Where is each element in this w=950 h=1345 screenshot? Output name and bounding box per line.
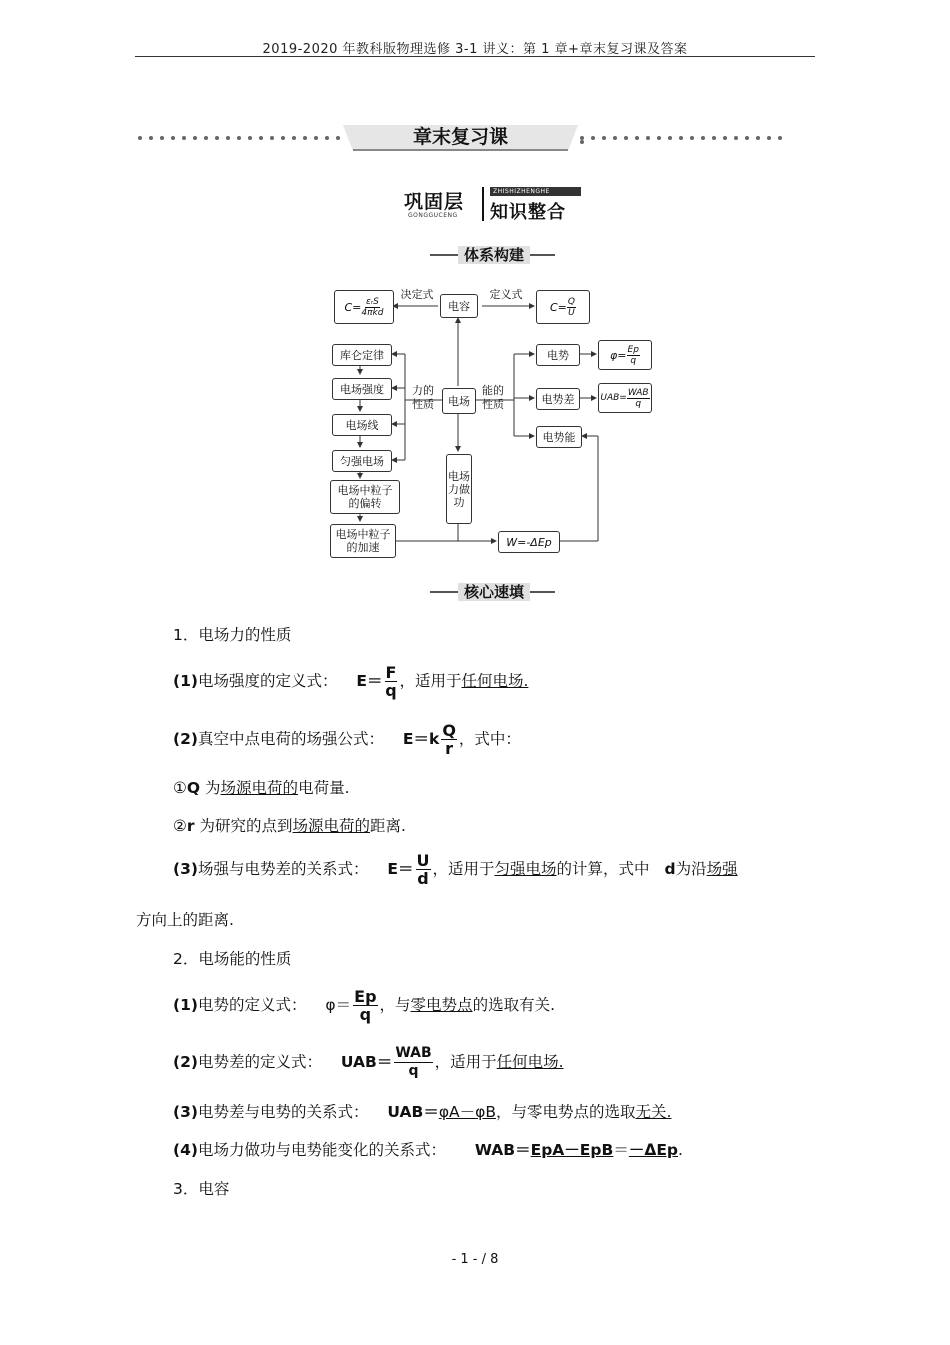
item-number: (3) bbox=[173, 860, 198, 878]
fraction-numerator: WAB bbox=[627, 387, 649, 398]
section-tag-core bbox=[430, 583, 555, 601]
capacitance-definition-formula bbox=[536, 290, 590, 324]
formula-fraction bbox=[385, 664, 398, 699]
layer-right-label: 知识整合 bbox=[490, 202, 566, 223]
node-potential-difference: 电势差 bbox=[536, 388, 580, 410]
formula-lhs: UAB＝ bbox=[387, 1103, 439, 1121]
layer-left-pinyin: GONGGUCENG bbox=[408, 212, 458, 219]
label-energy-nature: 能的性质 bbox=[482, 384, 504, 411]
fraction-numerator: F bbox=[385, 663, 397, 682]
node-potential: 电势 bbox=[536, 344, 580, 366]
formula-fraction bbox=[441, 722, 457, 757]
fill-answer: 任何电场. bbox=[496, 1053, 564, 1071]
fill-answer: 无关. bbox=[635, 1103, 672, 1121]
node-uniform-field: 匀强电场 bbox=[332, 450, 392, 472]
item-text: ，式中： bbox=[458, 730, 521, 748]
item-number: (1) bbox=[173, 996, 198, 1014]
item-text: ，适用于 bbox=[434, 1053, 497, 1071]
chapter-banner bbox=[138, 125, 798, 151]
node-particle-acceleration: 电场中粒子的加速 bbox=[330, 524, 396, 558]
item-text: 为沿 bbox=[675, 860, 707, 878]
item-1-3-continued: 方向上的距离. bbox=[136, 911, 234, 929]
formula-fraction bbox=[361, 297, 383, 318]
item-text: 真空中点电荷的场强公式： bbox=[197, 730, 384, 748]
fill-answer: －ΔEp bbox=[628, 1141, 679, 1159]
fraction-numerator: WAB bbox=[395, 1045, 432, 1061]
item-number: (3) bbox=[173, 1103, 198, 1121]
formula-fraction bbox=[353, 988, 377, 1023]
fill-answer: 匀强电场 bbox=[494, 860, 557, 878]
chapter-title: 章末复习课 bbox=[353, 125, 568, 151]
node-field-lines: 电场线 bbox=[332, 414, 392, 436]
fill-answer: 零电势点 bbox=[410, 996, 473, 1014]
item-number: (2) bbox=[173, 730, 198, 748]
fraction-numerator: Ep bbox=[354, 987, 377, 1006]
fraction-denominator: U bbox=[568, 307, 575, 318]
fill-answer: 场强 bbox=[706, 860, 738, 878]
item-number: ② bbox=[173, 817, 187, 835]
item-text: 场强与电势差的关系式： bbox=[197, 860, 369, 878]
fraction-numerator: Q bbox=[567, 296, 575, 307]
fraction-denominator: r bbox=[445, 739, 454, 758]
fill-answer: 场源电荷的 bbox=[220, 779, 299, 797]
node-potential-energy: 电势能 bbox=[536, 426, 582, 448]
section-tag-label: 核心速填 bbox=[458, 583, 530, 601]
fraction-denominator: d bbox=[417, 869, 429, 888]
fill-answer: 任何电场. bbox=[461, 672, 529, 690]
item-1-2-a bbox=[173, 776, 350, 798]
item-text: 为研究的点到 bbox=[199, 817, 293, 835]
work-energy-formula: W=-ΔEp bbox=[498, 531, 560, 553]
section-1-title: 1．电场力的性质 bbox=[173, 626, 292, 644]
item-2-2 bbox=[173, 1045, 564, 1080]
item-text: 为 bbox=[205, 779, 221, 797]
symbol: r bbox=[186, 817, 195, 835]
layer-right-block bbox=[482, 187, 580, 221]
item-text: 距离. bbox=[370, 817, 406, 835]
item-2-4 bbox=[173, 1138, 683, 1160]
item-text: 的选取有关. bbox=[472, 996, 555, 1014]
page-number: - 1 - / 8 bbox=[451, 1252, 499, 1267]
section-tag-label: 体系构建 bbox=[458, 246, 530, 264]
section-2-title: 2．电场能的性质 bbox=[173, 950, 292, 968]
item-text: 的计算，式中 bbox=[556, 860, 650, 878]
potential-difference-formula bbox=[598, 383, 652, 413]
node-coulomb-law: 库仑定律 bbox=[332, 344, 392, 366]
fraction-denominator: 4πkd bbox=[361, 307, 384, 318]
concept-diagram bbox=[320, 276, 660, 566]
item-number: ① bbox=[173, 779, 187, 797]
formula-lhs: UAB= bbox=[600, 392, 627, 403]
node-electric-field: 电场 bbox=[442, 388, 476, 414]
layer-left-label: 巩固层 bbox=[404, 191, 465, 213]
node-capacitance: 电容 bbox=[440, 294, 478, 318]
fraction-denominator: q bbox=[408, 1063, 419, 1079]
label-decide: 决定式 bbox=[400, 288, 434, 301]
fraction-denominator: q bbox=[635, 398, 642, 409]
formula-fraction bbox=[627, 388, 650, 409]
layer-title bbox=[404, 185, 579, 225]
item-text: ，适用于 bbox=[399, 672, 462, 690]
section-tag-structure bbox=[430, 246, 555, 264]
item-text: 电势差的定义式： bbox=[197, 1053, 322, 1071]
node-field-strength: 电场强度 bbox=[332, 378, 392, 400]
fill-answer: φA－φB bbox=[438, 1103, 497, 1121]
item-number: (1) bbox=[173, 672, 198, 690]
capacitance-decision-formula bbox=[334, 290, 394, 324]
potential-formula bbox=[598, 340, 652, 370]
fraction-denominator: q bbox=[630, 355, 637, 366]
item-text: ，与 bbox=[379, 996, 411, 1014]
formula-lhs: E＝ bbox=[387, 860, 414, 878]
formula-lhs: C= bbox=[344, 300, 362, 314]
item-text: . bbox=[678, 1141, 683, 1159]
fraction-numerator: Q bbox=[442, 721, 456, 740]
fill-answer: EpA－EpB bbox=[530, 1141, 614, 1159]
formula-fraction bbox=[416, 852, 431, 887]
item-text: ，与零电势点的选取 bbox=[496, 1103, 636, 1121]
formula-lhs: E＝k bbox=[402, 730, 440, 748]
item-2-1 bbox=[173, 988, 555, 1023]
layer-right-pinyin: ZHISHIZHENGHE bbox=[490, 187, 581, 196]
item-text: ＝ bbox=[613, 1141, 629, 1159]
formula-lhs: φ= bbox=[610, 348, 627, 362]
formula-lhs: UAB＝ bbox=[340, 1053, 393, 1071]
item-1-2 bbox=[173, 722, 521, 757]
item-text: 电势的定义式： bbox=[197, 996, 307, 1014]
section-3-title: 3．电容 bbox=[173, 1180, 230, 1198]
item-2-3 bbox=[173, 1100, 671, 1122]
fill-answer: 场源电荷的 bbox=[292, 817, 371, 835]
formula-lhs: C= bbox=[550, 300, 567, 314]
item-1-2-b bbox=[173, 814, 406, 836]
header-title: 2019-2020 年教科版物理选修 3-1 讲义：第 1 章+章末复习课及答案 bbox=[262, 42, 688, 57]
fraction-numerator: Ep bbox=[627, 344, 639, 355]
item-number: (2) bbox=[173, 1053, 198, 1071]
banner-dots-right bbox=[580, 136, 798, 142]
formula-lhs: E＝ bbox=[356, 672, 383, 690]
item-text: ，适用于 bbox=[432, 860, 495, 878]
item-number: (4) bbox=[173, 1141, 198, 1159]
node-field-force-work: 电场力做功 bbox=[446, 454, 472, 524]
item-text: 电场强度的定义式： bbox=[197, 672, 338, 690]
fraction-denominator: q bbox=[385, 681, 397, 700]
item-text: 电场力做功与电势能变化的关系式： bbox=[197, 1141, 446, 1159]
item-1-3 bbox=[173, 852, 738, 887]
fraction-numerator: εᵣS bbox=[365, 296, 379, 307]
header-rule bbox=[135, 56, 815, 57]
label-define: 定义式 bbox=[489, 288, 523, 301]
formula-fraction bbox=[627, 345, 640, 366]
item-text: 电势差与电势的关系式： bbox=[197, 1103, 369, 1121]
formula-fraction bbox=[567, 297, 576, 318]
item-1-1 bbox=[173, 664, 528, 699]
symbol: d bbox=[664, 860, 676, 878]
formula-lhs: φ＝ bbox=[325, 996, 352, 1014]
symbol: Q bbox=[186, 779, 201, 797]
item-text: 电荷量. bbox=[298, 779, 350, 797]
formula-fraction bbox=[394, 1045, 432, 1080]
fraction-denominator: q bbox=[359, 1005, 372, 1024]
node-particle-deflection: 电场中粒子的偏转 bbox=[330, 480, 400, 514]
banner-dots-left bbox=[138, 136, 348, 142]
fraction-numerator: U bbox=[416, 851, 430, 870]
formula-lhs: WAB＝ bbox=[474, 1141, 531, 1159]
label-force-nature: 力的性质 bbox=[412, 384, 434, 411]
